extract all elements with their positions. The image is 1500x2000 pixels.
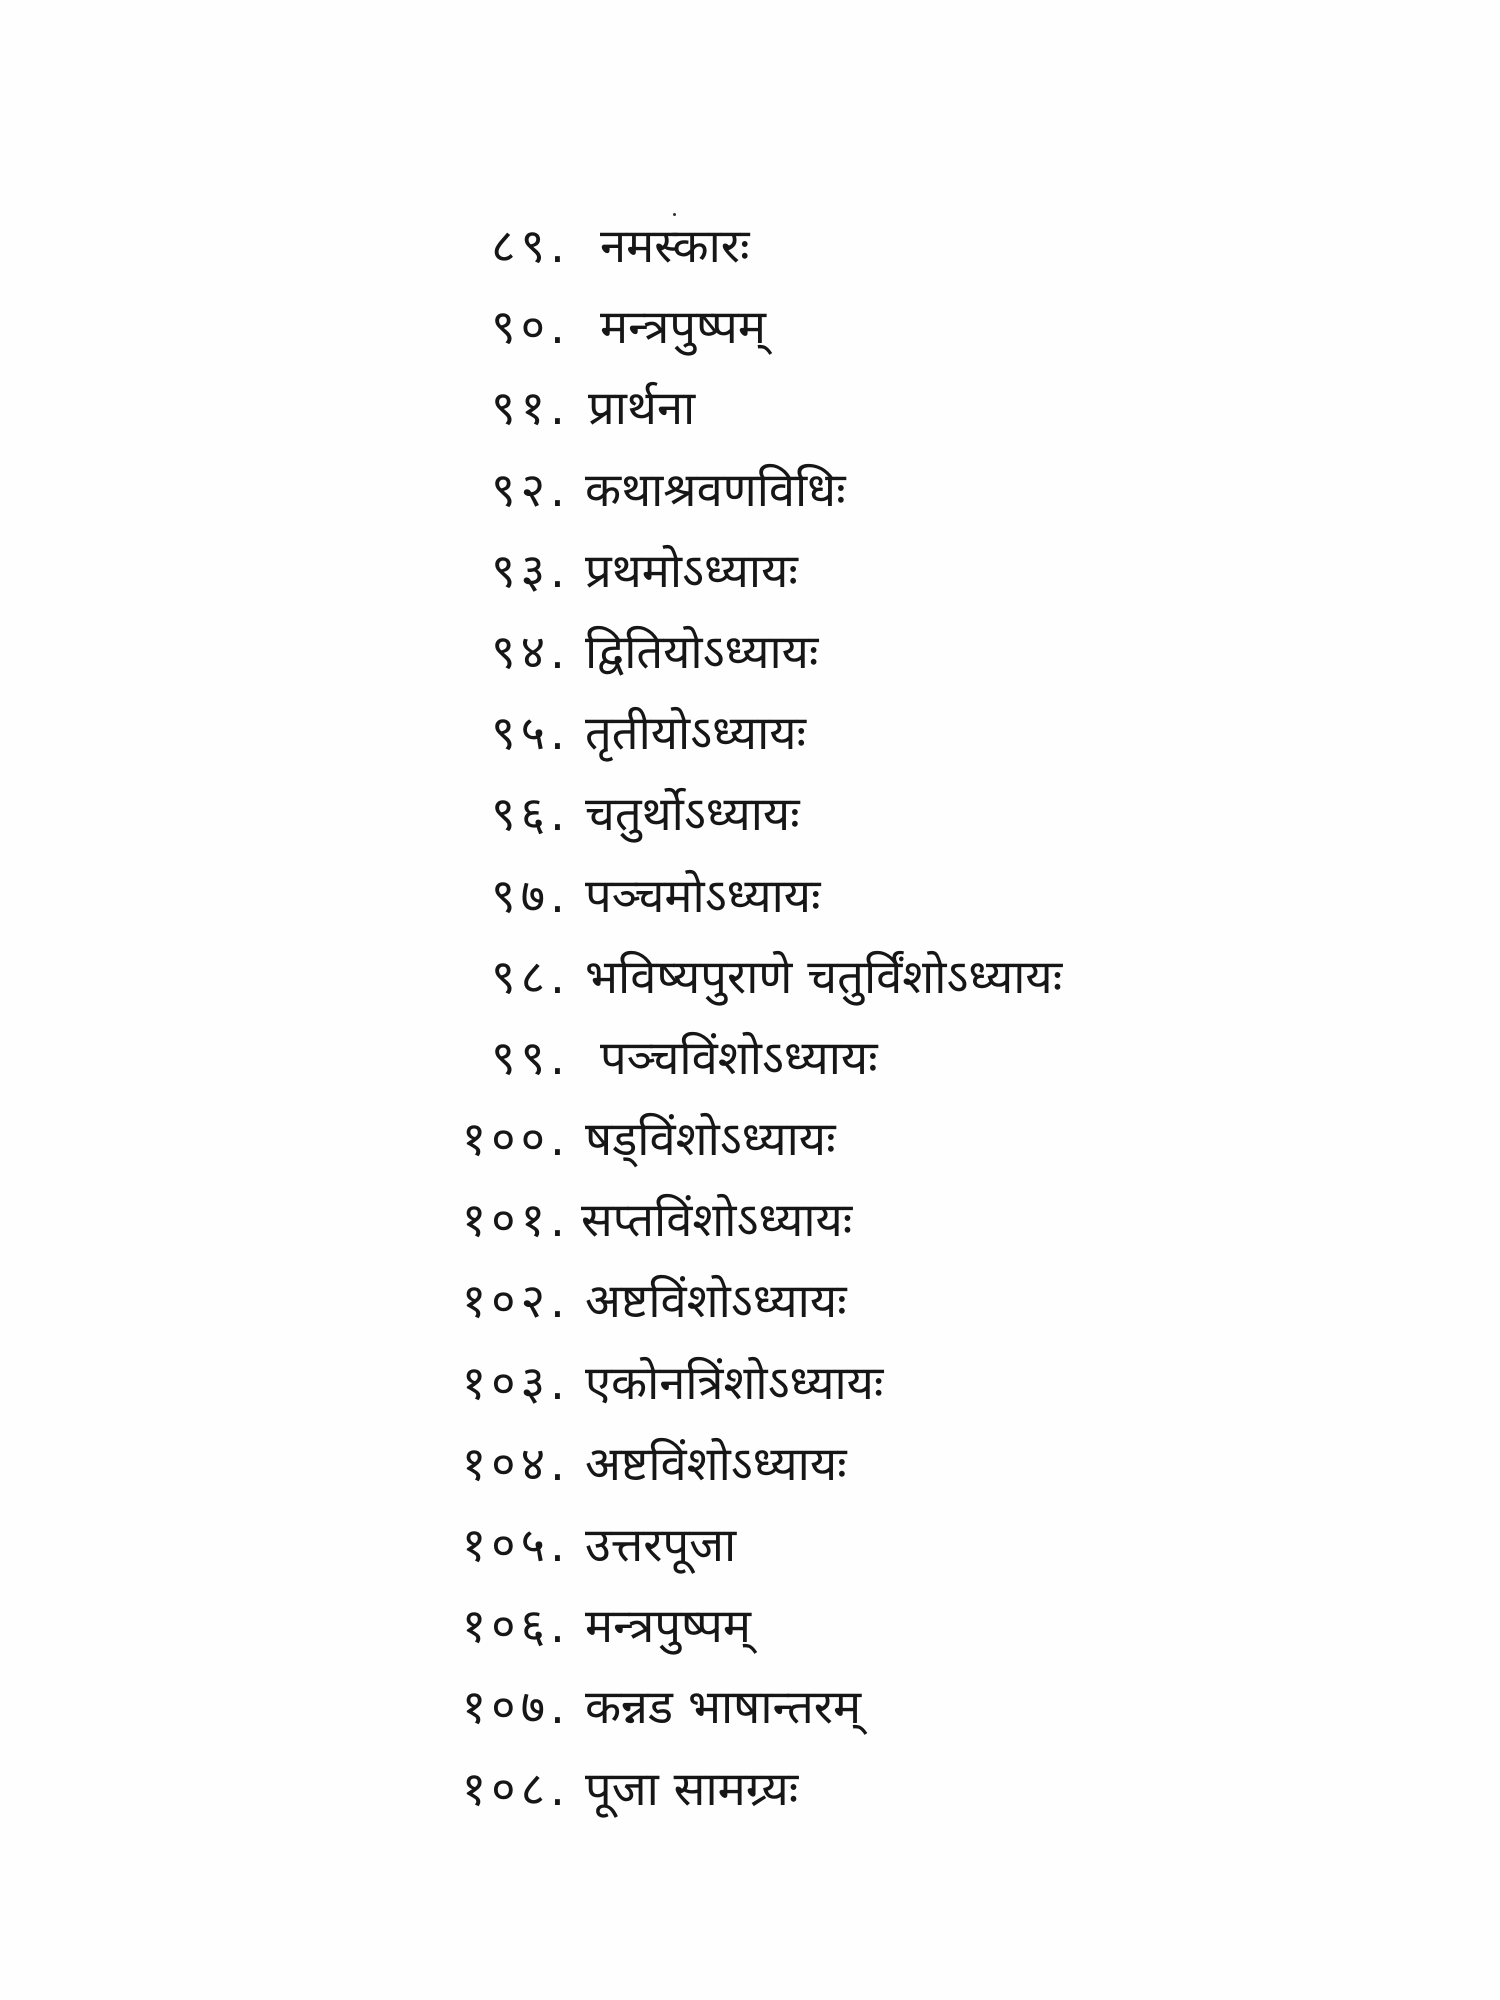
toc-entry-number: १०१.	[461, 1193, 570, 1249]
toc-entry	[0, 1424, 1500, 1505]
toc-entry	[0, 1099, 1500, 1180]
toc-entry-number: १०६.	[461, 1599, 570, 1655]
toc-entry	[0, 1343, 1500, 1424]
toc-entry-number: ९८.	[491, 949, 570, 1005]
toc-entry-title: प्रार्थना	[588, 381, 696, 437]
toc-entry	[0, 1261, 1500, 1342]
toc-entry	[0, 937, 1500, 1018]
toc-entry-number: ९४.	[491, 624, 570, 680]
toc-entry-title: नमस्कारः	[600, 219, 750, 274]
toc-entry-number: ९६.	[491, 787, 570, 843]
toc-entry-title: द्वितियोऽध्यायः	[585, 624, 819, 680]
toc-entry-number: ९९.	[491, 1030, 570, 1086]
toc-entry	[0, 1586, 1500, 1667]
toc-entry-title: कन्नड भाषान्तरम्	[585, 1680, 862, 1736]
toc-entry-number: १०२.	[461, 1274, 570, 1330]
toc-entry	[0, 1667, 1500, 1748]
toc-entry-number: ९०.	[491, 300, 570, 356]
toc-entry-title: भविष्यपुराणे चतुर्विंशोऽध्यायः	[585, 949, 1063, 1005]
toc-entry-number: १०७.	[461, 1680, 570, 1736]
toc-entry	[0, 206, 1500, 287]
toc-entry-number: ९३.	[491, 543, 570, 599]
toc-entry	[0, 856, 1500, 937]
toc-entry-title: अष्टविंशोऽध्यायः	[585, 1274, 847, 1330]
toc-entry	[0, 368, 1500, 449]
toc-entry-title: पञ्चविंशोऽध्यायः	[600, 1030, 878, 1086]
toc-entry-number: १००.	[461, 1112, 570, 1168]
table-of-contents	[0, 206, 1500, 1830]
toc-entry-title: तृतीयोऽध्यायः	[585, 706, 806, 762]
toc-entry-number: ८९.	[491, 219, 570, 274]
toc-entry	[0, 1749, 1500, 1830]
toc-entry	[0, 531, 1500, 612]
toc-entry-title: मन्त्रपुष्पम्	[600, 300, 766, 356]
toc-entry-title: एकोनत्रिंशोऽध्यायः	[585, 1355, 884, 1411]
toc-entry-title: पूजा सामग्र्यः	[585, 1761, 799, 1817]
toc-entry-title: षड्विंशोऽध्यायः	[585, 1112, 836, 1168]
toc-entry	[0, 287, 1500, 368]
toc-entry	[0, 1505, 1500, 1586]
toc-entry-number: ९५.	[491, 706, 570, 762]
toc-entry-title: मन्त्रपुष्पम्	[585, 1599, 751, 1655]
toc-entry-title: उत्तरपूजा	[585, 1518, 737, 1573]
toc-entry-title: चतुर्थोऽध्यायः	[585, 787, 800, 843]
toc-entry	[0, 1018, 1500, 1099]
toc-entry-title: प्रथमोऽध्यायः	[585, 543, 798, 599]
toc-entry	[0, 612, 1500, 693]
toc-entry	[0, 1180, 1500, 1261]
toc-entry-title: पञ्चमोऽध्यायः	[585, 868, 821, 924]
toc-entry-number: ९१.	[491, 381, 570, 437]
toc-entry	[0, 693, 1500, 774]
toc-entry-title: अष्टविंशोऽध्यायः	[585, 1436, 847, 1492]
toc-entry-number: १०५.	[461, 1518, 570, 1573]
toc-entry-number: ९२.	[491, 462, 570, 518]
toc-entry-number: १०३.	[461, 1355, 570, 1411]
toc-entry-number: ९७.	[491, 868, 570, 924]
toc-entry	[0, 774, 1500, 855]
toc-entry-title: सप्तविंशोऽध्यायः	[581, 1193, 853, 1249]
toc-entry-number: १०८.	[461, 1761, 570, 1817]
toc-entry	[0, 450, 1500, 531]
toc-entry-title: कथाश्रवणविधिः	[585, 462, 846, 518]
toc-entry-number: १०४.	[461, 1436, 570, 1492]
